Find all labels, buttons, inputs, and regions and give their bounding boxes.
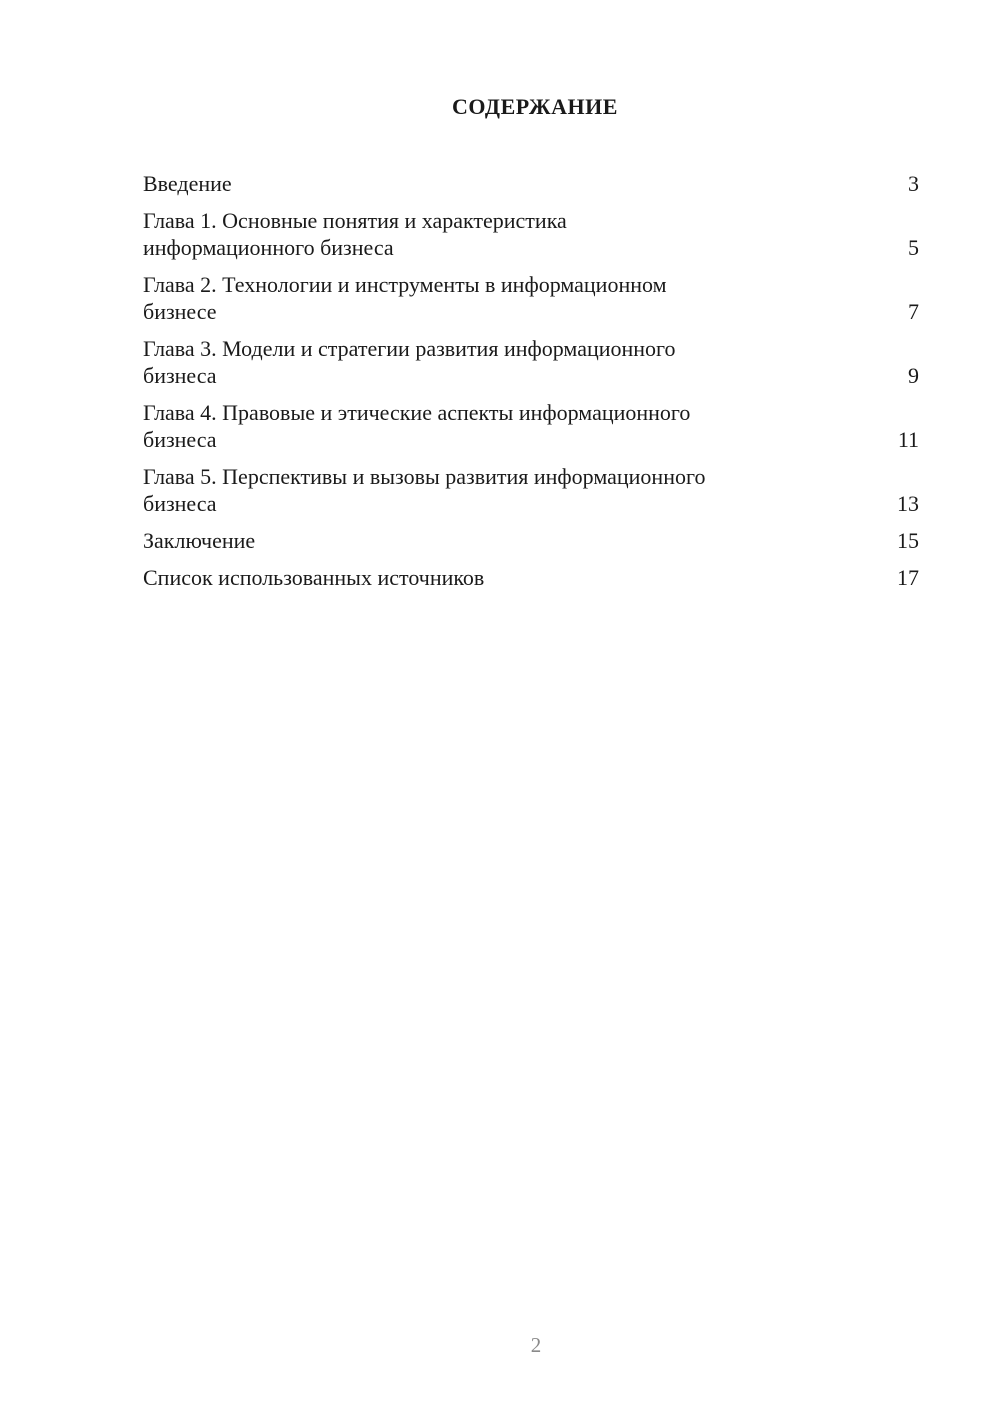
page-title: СОДЕРЖАНИЕ bbox=[452, 94, 618, 119]
page-number: 2 bbox=[530, 1333, 542, 1357]
toc-entry-page: 11 bbox=[897, 427, 919, 452]
toc-entry-label: Глава 5. Перспективы и вызовы развития информационного бизнеса bbox=[143, 464, 706, 516]
toc-entry-page: 3 bbox=[908, 171, 919, 196]
toc-entry-chapter-3 bbox=[143, 335, 919, 389]
toc-entry-label: Глава 1. Основные понятия и характеристика информационного бизнеса bbox=[143, 208, 567, 260]
toc-entry-page: 13 bbox=[897, 491, 919, 516]
toc-entry-label: Список использованных источников bbox=[143, 565, 485, 590]
toc-entry-introduction bbox=[143, 170, 919, 197]
toc-entry-label: Заключение bbox=[143, 528, 256, 553]
toc-entry-label: Введение bbox=[143, 171, 232, 196]
toc-entry-chapter-4 bbox=[143, 399, 919, 453]
toc-entry-page: 7 bbox=[908, 299, 919, 324]
toc-entry-conclusion bbox=[143, 527, 919, 554]
toc-entry-chapter-2 bbox=[143, 271, 919, 325]
toc-entry-page: 5 bbox=[908, 235, 919, 260]
toc-entry-page: 15 bbox=[897, 528, 919, 553]
toc-entry-chapter-5 bbox=[143, 463, 919, 517]
toc-entry-references bbox=[143, 564, 919, 591]
toc-entry-label: Глава 3. Модели и стратегии развития информационного бизнеса bbox=[143, 336, 676, 388]
toc-entry-label: Глава 2. Технологии и инструменты в информационном бизнесе bbox=[143, 272, 667, 324]
toc-entry-chapter-1 bbox=[143, 207, 919, 261]
toc-entry-label: Глава 4. Правовые и этические аспекты информационного бизнеса bbox=[143, 400, 691, 452]
toc-entry-page: 17 bbox=[897, 565, 919, 590]
toc-entry-page: 9 bbox=[908, 363, 919, 388]
table-of-contents bbox=[143, 170, 919, 601]
